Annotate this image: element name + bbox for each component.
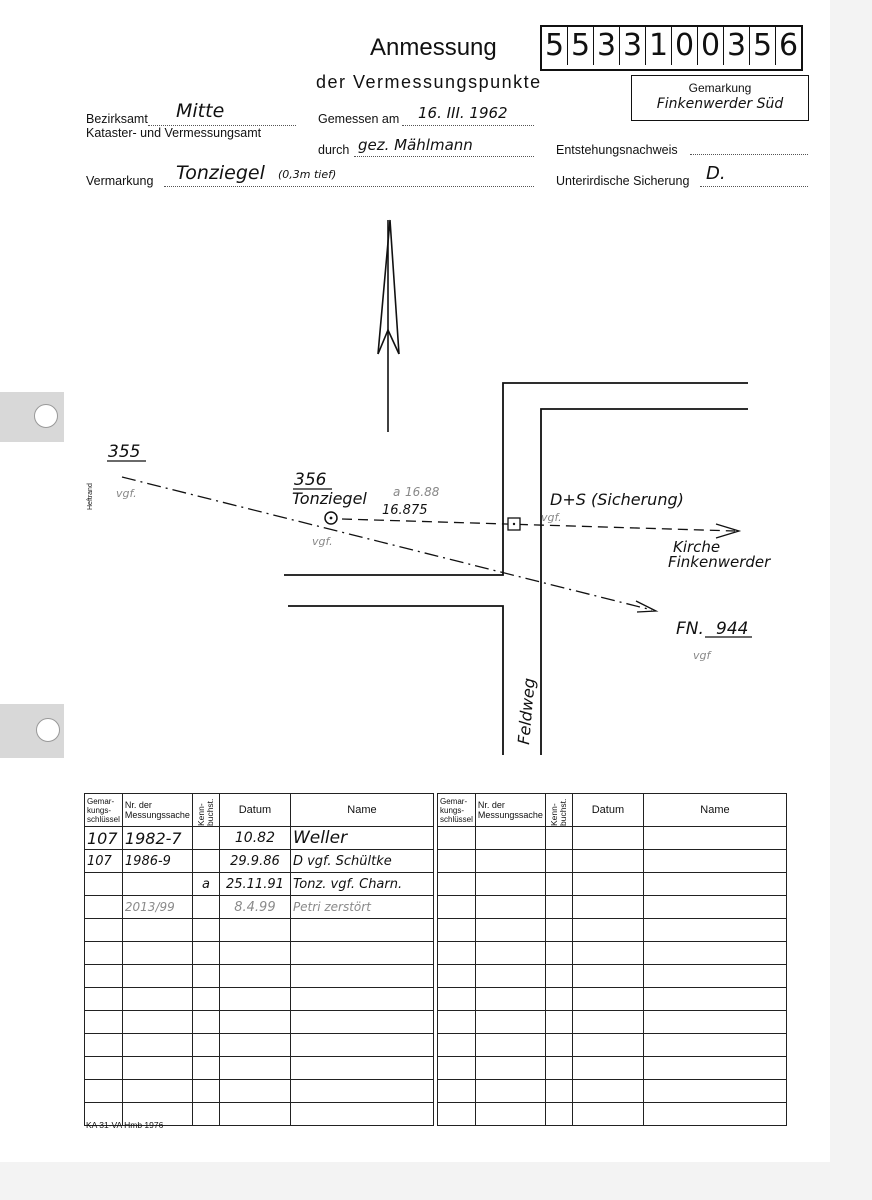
- north-arrow-icon: [378, 220, 399, 432]
- sicherung-note: vgf.: [541, 511, 562, 524]
- point-355-label: 355: [108, 442, 141, 462]
- digit: 3: [724, 27, 750, 65]
- col-datum: Datum: [219, 794, 290, 827]
- heftrand-label: Heftrand: [87, 483, 94, 510]
- digit: 3: [594, 27, 620, 65]
- digit: 3: [620, 27, 646, 65]
- digit: 0: [672, 27, 698, 65]
- form-footer: KA 31-VA Hmb 1976: [86, 1120, 164, 1130]
- cell-kenn: [192, 896, 219, 919]
- col-nr: Nr. der Messungssache: [475, 794, 545, 827]
- digit: 6: [778, 28, 799, 63]
- cell-nr: [122, 873, 192, 896]
- cell-nr: 2013/99: [122, 896, 192, 919]
- col-name: Name: [643, 794, 786, 827]
- feldweg-label: Feldweg: [514, 677, 539, 746]
- gemessen-value: 16. III. 1962: [418, 104, 508, 122]
- durch-value: gez. Mählmann: [358, 136, 473, 154]
- bezirksamt-value: Mitte: [176, 100, 225, 122]
- table-row: [85, 850, 434, 873]
- col-gemarkung: Gemar-kungs-schlüssel: [438, 794, 476, 827]
- col-kenn: Kenn-buchst.: [192, 794, 219, 827]
- cell-kenn: a: [192, 873, 219, 896]
- digit: 5: [568, 27, 594, 65]
- finkenwerder-label: Finkenwerder: [668, 553, 771, 571]
- cell-datum: 10.82: [219, 827, 290, 850]
- durch-label: durch: [318, 143, 350, 157]
- vermarkung-note: (0,3m tief): [278, 168, 337, 181]
- vermarkung-value: Tonziegel: [176, 162, 265, 184]
- entstehung-label: Entstehungsnachweis: [556, 143, 678, 157]
- cell-datum: 8.4.99: [219, 896, 290, 919]
- table-row: [85, 827, 434, 850]
- col-kenn: Kenn-buchst.: [545, 794, 572, 827]
- sicherung-label: Unterirdische Sicherung: [556, 174, 690, 188]
- bezirksamt-label: Bezirksamt: [86, 112, 148, 126]
- gemarkung-label: Gemarkung: [688, 81, 752, 95]
- col-nr: Nr. der Messungssache: [122, 794, 192, 827]
- digit: 1: [646, 27, 672, 65]
- col-gemarkung: Gemar-kungs-schlüssel: [85, 794, 123, 827]
- cell-datum: 29.9.86: [219, 850, 290, 873]
- gemessen-label: Gemessen am: [318, 112, 400, 126]
- digit: 5: [542, 27, 568, 65]
- cell-nr: 1986-9: [122, 850, 192, 873]
- distance-old-prefix: a: [393, 485, 401, 499]
- cell-name: Petri zerstört: [290, 896, 433, 919]
- vermarkung-label: Vermarkung: [86, 174, 154, 188]
- point-356-label: 356: [294, 470, 327, 490]
- amt-label: Kataster- und Vermessungsamt: [86, 126, 262, 140]
- cell-datum: 25.11.91: [219, 873, 290, 896]
- point-355-note: vgf.: [116, 487, 137, 500]
- col-name: Name: [290, 794, 433, 827]
- cell-nr: 1982-7: [122, 827, 192, 850]
- page-title: Anmessung: [370, 34, 497, 61]
- cell-name: Weller: [290, 827, 433, 850]
- register-table-left: [84, 793, 434, 1126]
- sicherung-text: D+S (Sicherung): [550, 490, 684, 509]
- cell-name: Tonz. vgf. Charn.: [290, 873, 433, 896]
- cell-gem: [85, 873, 123, 896]
- cell-kenn: [192, 850, 219, 873]
- digit: 5: [750, 27, 776, 65]
- register-table-right: [437, 793, 787, 1126]
- cell-kenn: [192, 827, 219, 850]
- point-356-type: Tonziegel: [292, 489, 367, 508]
- distance-old: 16.88: [405, 485, 440, 499]
- gemarkung-value: Finkenwerder Süd: [656, 96, 784, 112]
- sicherung-value: D.: [706, 163, 726, 184]
- cell-name: D vgf. Schültke: [290, 850, 433, 873]
- col-datum: Datum: [572, 794, 643, 827]
- distance-new: 16.875: [382, 503, 428, 518]
- fn-note: vgf: [693, 649, 711, 662]
- digit: 0: [698, 27, 724, 65]
- fn-label: FN.: [676, 619, 704, 639]
- point-356-note: vgf.: [312, 535, 333, 548]
- cell-gem: 107: [85, 850, 123, 873]
- fn-number: 944: [716, 619, 749, 639]
- kirche-label: Kirche: [673, 538, 721, 556]
- page-subtitle: der Vermessungspunkte: [316, 72, 542, 92]
- table-row: [85, 873, 434, 896]
- cell-gem: [85, 896, 123, 919]
- table-row: [85, 896, 434, 919]
- cell-gem: 107: [85, 827, 123, 850]
